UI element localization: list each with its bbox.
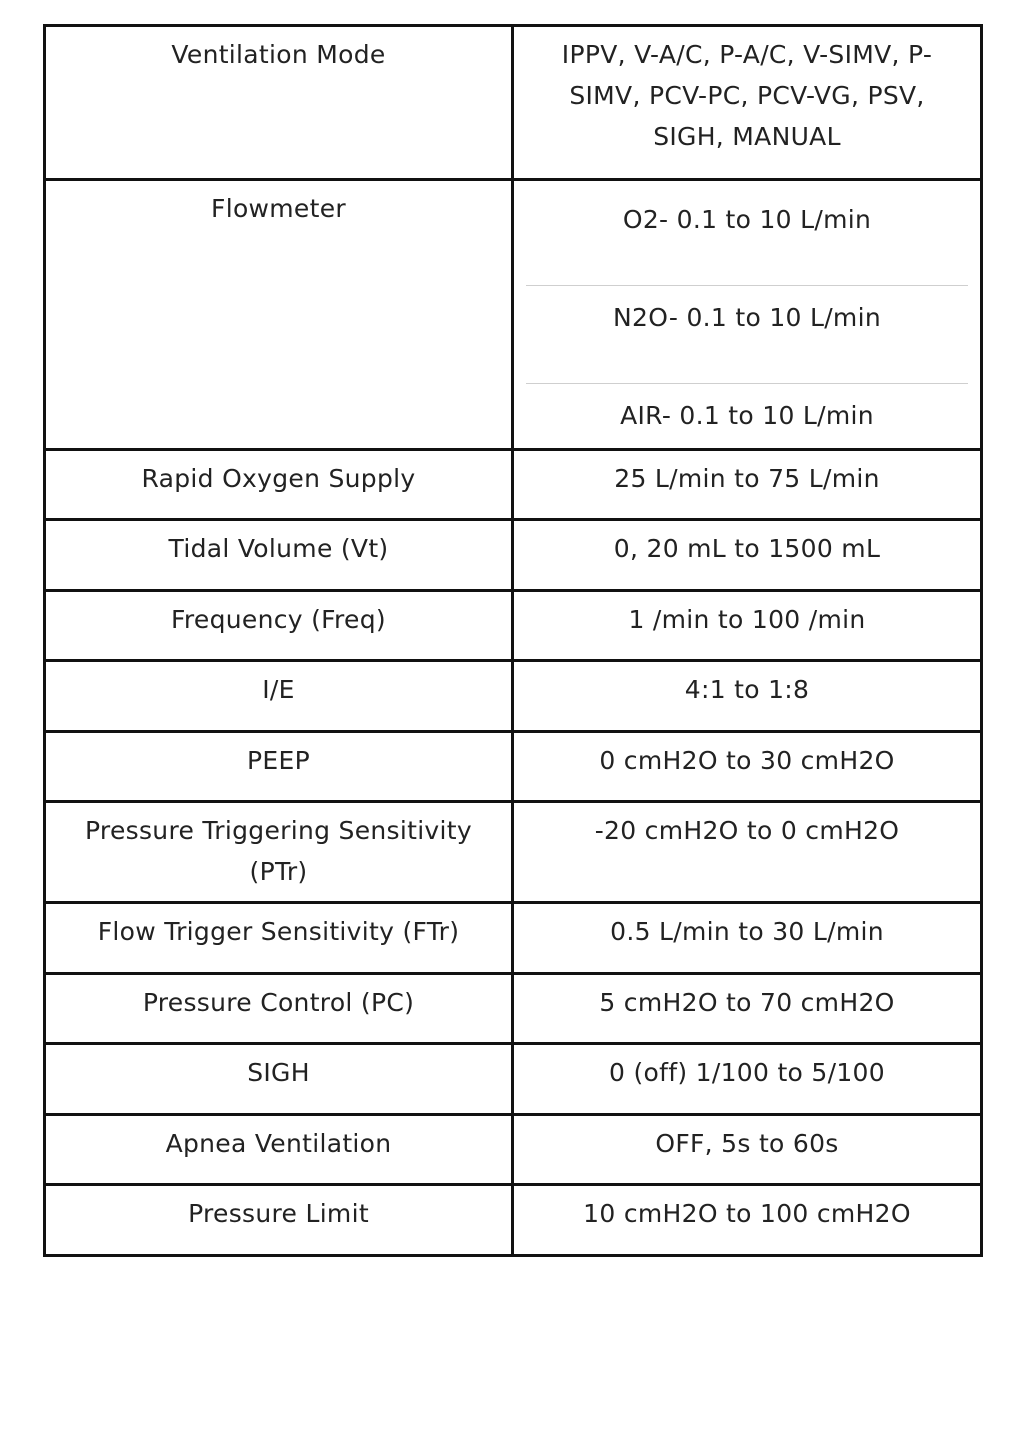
parameter-label: Flow Trigger Sensitivity (FTr)	[45, 903, 513, 974]
table-row	[45, 591, 982, 661]
parameter-label: Rapid Oxygen Supply	[45, 450, 513, 520]
parameter-label: I/E	[45, 661, 513, 732]
flowmeter-air-value: AIR- 0.1 to 10 L/min	[620, 401, 874, 430]
parameter-label: Flowmeter	[45, 180, 513, 450]
parameter-label: Apnea Ventilation	[45, 1115, 513, 1185]
flowmeter-n2o-value: N2O- 0.1 to 10 L/min	[526, 286, 968, 384]
table-row	[45, 26, 982, 180]
table-row	[45, 974, 982, 1044]
specification-table	[43, 24, 983, 1257]
table-row	[45, 450, 982, 520]
table-row	[45, 180, 982, 450]
parameter-label: PEEP	[45, 732, 513, 802]
parameter-value: -20 cmH2O to 0 cmH2O	[513, 802, 982, 903]
table-row	[45, 1185, 982, 1256]
parameter-value: 10 cmH2O to 100 cmH2O	[513, 1185, 982, 1256]
parameter-label: Pressure Limit	[45, 1185, 513, 1256]
table-row	[45, 1044, 982, 1115]
parameter-value: IPPV, V-A/C, P-A/C, V-SIMV, P-SIMV, PCV-PC, PCV-VG, PSV, SIGH, MANUAL	[513, 26, 982, 180]
parameter-value: 4:1 to 1:8	[513, 661, 982, 732]
table-row	[45, 1115, 982, 1185]
parameter-value-group	[513, 180, 982, 450]
parameter-value: 0 (off) 1/100 to 5/100	[513, 1044, 982, 1115]
flowmeter-o2-value: O2- 0.1 to 10 L/min	[526, 188, 968, 286]
table-row	[45, 903, 982, 974]
parameter-label: Ventilation Mode	[45, 26, 513, 180]
table-row	[45, 520, 982, 591]
parameter-value: 0 cmH2O to 30 cmH2O	[513, 732, 982, 802]
table-row	[45, 661, 982, 732]
parameter-value: 0.5 L/min to 30 L/min	[513, 903, 982, 974]
parameter-value: 5 cmH2O to 70 cmH2O	[513, 974, 982, 1044]
parameter-label: SIGH	[45, 1044, 513, 1115]
parameter-label: Tidal Volume (Vt)	[45, 520, 513, 591]
parameter-value: 0, 20 mL to 1500 mL	[513, 520, 982, 591]
parameter-value: 25 L/min to 75 L/min	[513, 450, 982, 520]
parameter-label: Pressure Triggering Sensitivity (PTr)	[45, 802, 513, 903]
parameter-value: 1 /min to 100 /min	[513, 591, 982, 661]
parameter-value: OFF, 5s to 60s	[513, 1115, 982, 1185]
parameter-label: Pressure Control (PC)	[45, 974, 513, 1044]
table-row	[45, 802, 982, 903]
parameter-label: Frequency (Freq)	[45, 591, 513, 661]
table-row	[45, 732, 982, 802]
